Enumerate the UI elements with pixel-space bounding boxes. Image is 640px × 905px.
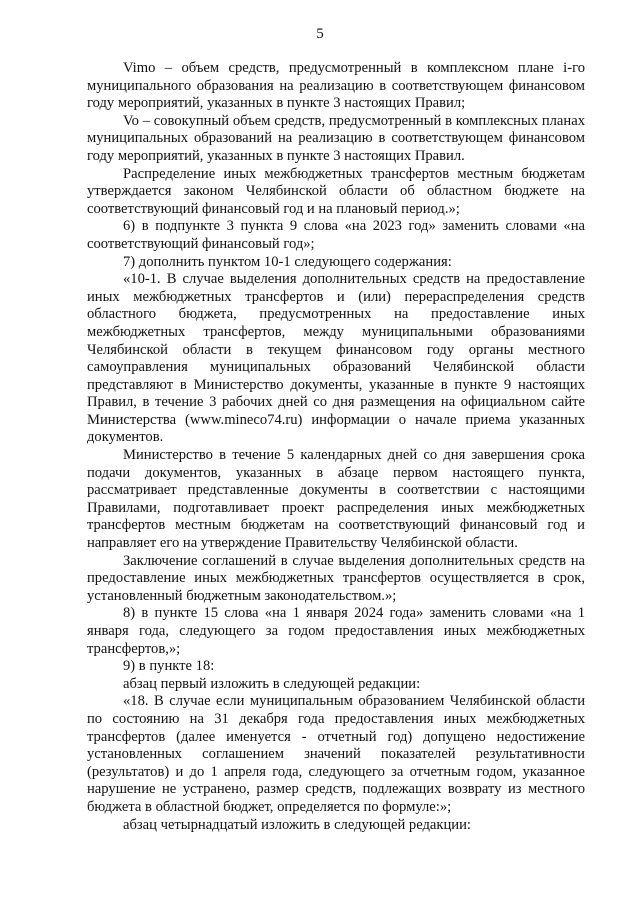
document-body — [87, 60, 585, 834]
paragraph-item-9: 9) в пункте 18: — [123, 658, 215, 675]
paragraph-ministry-review: Министерство в течение 5 календарных дней со дня завершения срока подачи документов, указанных в абзаце первом настоящего пункта, рассматривает представленные документы в соответствии с настоящими Правилами, подготавливает проект распределения иных межбюджетных трансфертов местным бюджетам на соответствующий финансовый год и направляет его на утверждение Правительству Челябинской области. — [87, 447, 585, 552]
paragraph-clause-10-1: «10-1. В случае выделения дополнительных средств на предоставление иных межбюджетных трансфертов и (или) перераспределения средств областного бюджета, предусмотренных на предоставление иных межбюджетных трансфертов, между муниципальными образованиями Челябинской области в текущем финансовом году органы местного самоуправления муниципальных образований Челябинской области представляют в Министерство документы, указанные в пункте 9 настоящих Правил, в течение 3 рабочих дней со дня размещения на официальном сайте Министерства (www.mineco74.ru) информации о начале приема указанных документов. — [87, 271, 585, 446]
paragraph-item-6: 6) в подпункте 3 пункта 9 слова «на 2023 год» заменить словами «на соответствующий финансовый год»; — [87, 218, 585, 252]
paragraph-agreements: Заключение соглашений в случае выделения дополнительных средств на предоставление иных межбюджетных трансфертов осуществляется в срок, установленный бюджетным законодательством.»; — [87, 552, 585, 604]
paragraph-clause-18: «18. В случае если муниципальным образованием Челябинской области по состоянию на 31 декабря года предоставления иных межбюджетных трансфертов (далее именуется - отчетный год) допущено недостижение установленных соглашением значений показателей результативности (результатов) и до 1 апреля года, следующего за отчетным годом, указанное нарушение не устранено, размер средств, подлежащих возврату из местного бюджета в областной бюджет, определяется по формуле:»; — [87, 693, 585, 815]
paragraph-vo-definition: Vo – совокупный объем средств, предусмотренный в комплексных планах муниципальных образований на реализацию в соответствующем финансовом году мероприятий, указанных в пункте 3 настоящих Правил. — [87, 112, 585, 164]
paragraph-fourteenth-subparagraph: абзац четырнадцатый изложить в следующей редакции: — [123, 816, 471, 833]
page-number: 5 — [316, 26, 324, 42]
paragraph-item-8: 8) в пункте 15 слова «на 1 января 2024 года» заменить словами «на 1 января года, следующего за годом предоставления иных межбюджетных трансфертов,»; — [87, 605, 585, 657]
paragraph-distribution-law: Распределение иных межбюджетных трансфертов местным бюджетам утверждается законом Челябинской области об областном бюджете на соответствующий финансовый год и на плановый период.»; — [87, 165, 585, 217]
paragraph-vimo-definition: Vimo – объем средств, предусмотренный в комплексном плане i-го муниципального образования на реализацию в соответствующем финансовом году мероприятий, указанных в пункте 3 настоящих Правил; — [87, 60, 585, 112]
paragraph-item-7: 7) дополнить пунктом 10-1 следующего содержания: — [123, 253, 452, 270]
paragraph-first-subparagraph: абзац первый изложить в следующей редакции: — [123, 675, 421, 692]
